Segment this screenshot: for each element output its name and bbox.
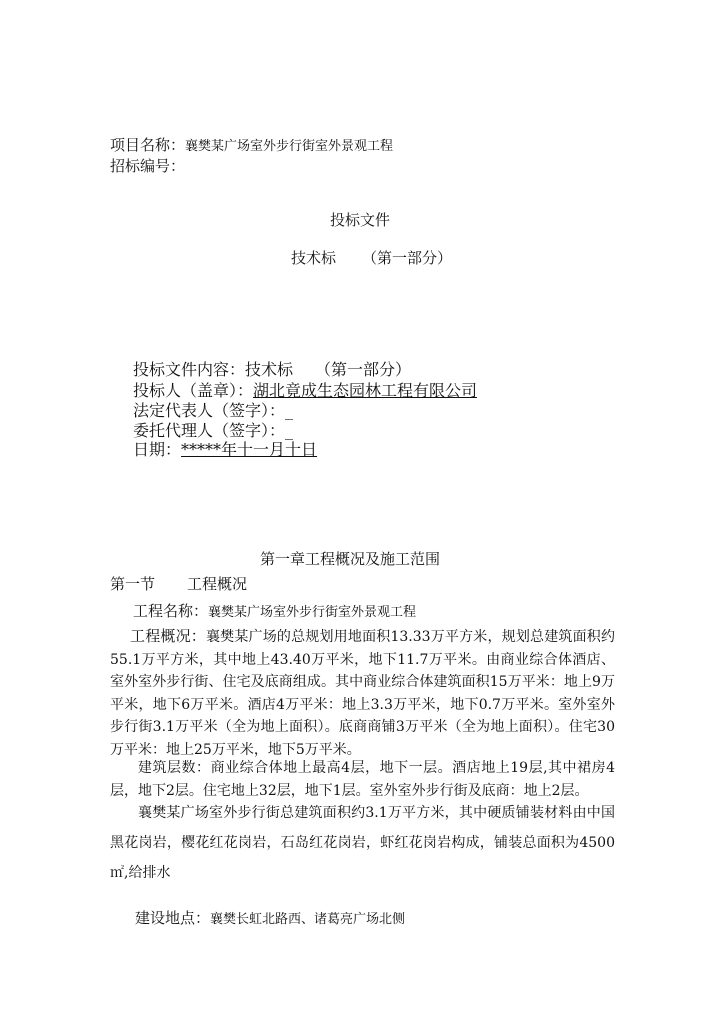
legal-representative-line: 法定代表人（签字）：_ [133, 401, 294, 420]
bidder-value: 湖北竟成生态园林工程有限公司 [253, 381, 478, 400]
project-name-value: 襄樊某广场室外步行街室外景观工程 [185, 139, 394, 154]
location-value: 襄樊长虹北路西、诸葛亮广场北侧 [210, 912, 406, 927]
project-name-label: 项目名称： [110, 136, 186, 154]
subtitle-text: 技术标 [291, 249, 337, 267]
body-project-name-label: 工程名称： [133, 602, 209, 620]
content-label: 投标文件内容：技术标 [133, 360, 294, 379]
floors-paragraph: 建筑层数：商业综合体地上最高4层，地下一层。酒店地上19层,其中裙房4层，地下2层。住宅地上32层，地下1层。室外室外步行街及底商：地上2层。 [110, 760, 615, 799]
date-value: *****年十一月十日 [181, 440, 318, 459]
section-heading [110, 573, 247, 594]
section-label: 第一节 [110, 575, 156, 593]
subtitle-part: （第一部分） [362, 249, 453, 267]
overview-paragraph [110, 625, 615, 761]
project-name-line [110, 134, 393, 155]
location-label: 建设地点： [135, 909, 211, 927]
overview-text: 襄樊某广场的总规划用地面积13.33万平方米，规划总建筑面积约55.1万平方米，其中地上43.40万平米，地下11.7万平米。由商业综合体酒店、室外室外步行街、住宅及底商组成。其中商业综合体建筑面积15万平米：地上9万平米，地下6万平米。酒店4万平米：地上3.3万平米，地下0.7万平米。室外室外步行街3.1万平米（全为地上面积）。底商商铺3万平米（全为地上面积）。住宅30万平米：地上25万平米，地下5万平米。 [110, 629, 615, 758]
bidder-label: 投标人（盖章）： [133, 381, 254, 400]
bid-number-line [110, 155, 185, 176]
content-part: （第一部分） [315, 360, 412, 379]
section-title: 工程概况 [187, 575, 248, 593]
project-name-paragraph [133, 600, 416, 621]
paving-paragraph: 襄樊某广场室外步行街总建筑面积约3.1万平方米，其中硬质铺装材料由中国黑花岗岩，樱花红花岗岩，石岛红花岗岩，虾红花岗岩构成，铺装总面积为4500㎡,给排水 [110, 805, 615, 881]
document-title: 投标文件 [330, 211, 391, 229]
document-subtitle [291, 247, 452, 268]
agent-line: 委托代理人（签字）：_ [133, 421, 294, 440]
date-label: 日期： [133, 440, 182, 459]
date-line [133, 437, 317, 460]
content-line [133, 357, 411, 380]
bid-number-label: 招标编号： [110, 157, 186, 175]
overview-label: 工程概况： [130, 627, 206, 645]
body-project-name-value: 襄樊某广场室外步行街室外景观工程 [208, 605, 417, 620]
chapter-title: 第一章工程概况及施工范围 [260, 550, 441, 568]
location-paragraph [135, 907, 405, 928]
